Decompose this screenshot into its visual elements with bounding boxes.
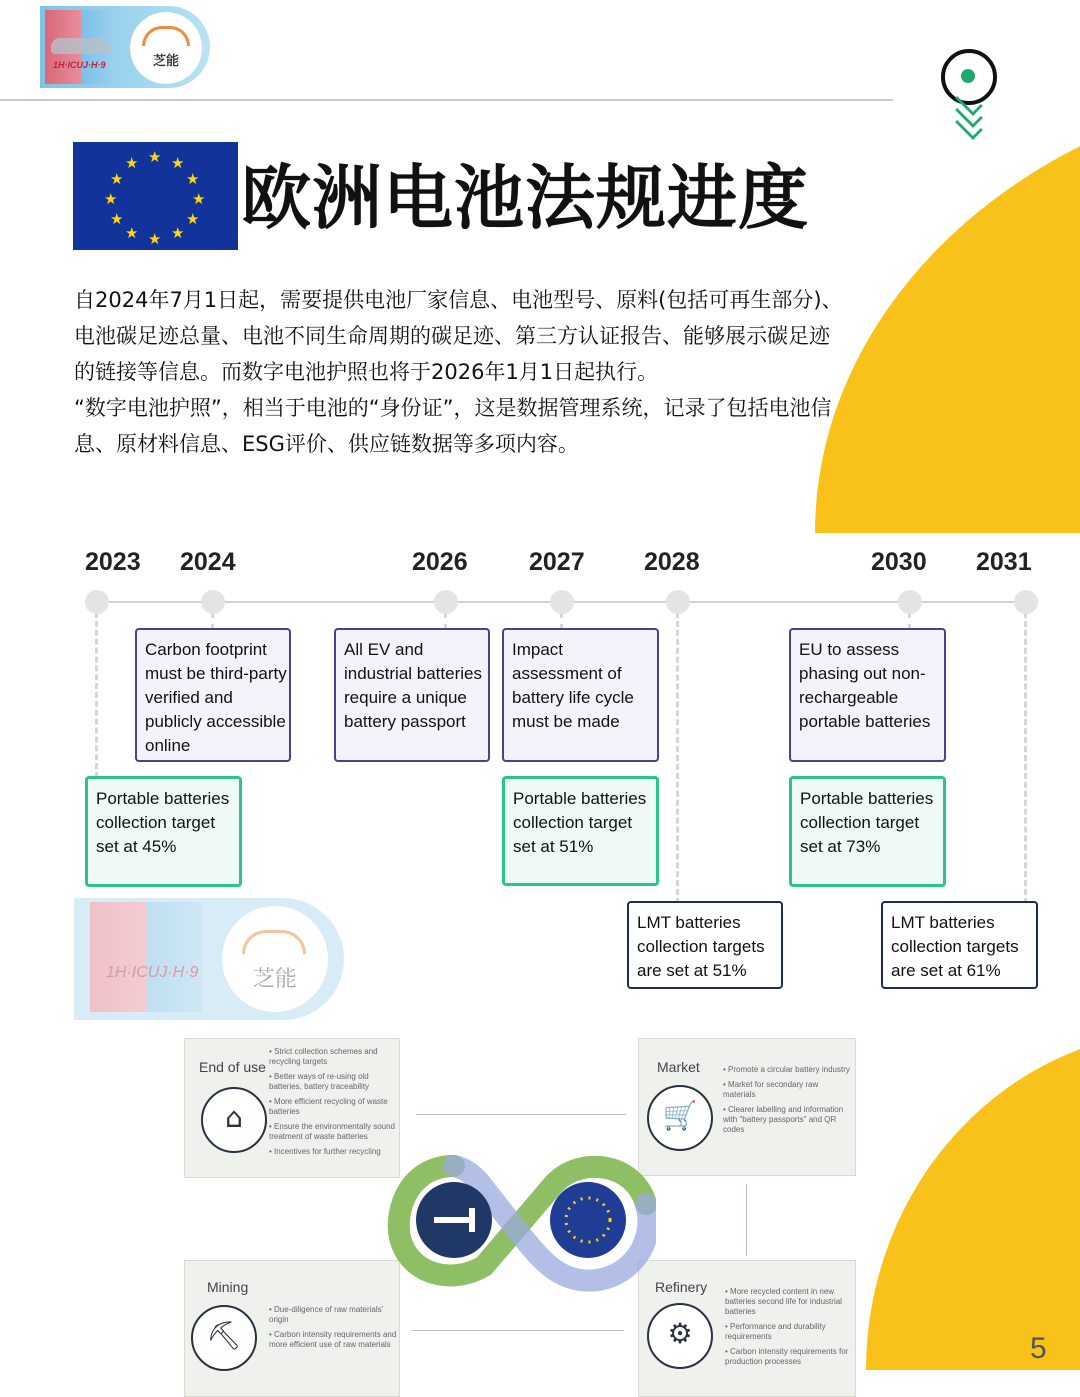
- flow-arrow: [416, 1114, 626, 1115]
- pickaxe-icon: ⛏: [191, 1305, 257, 1371]
- timeline-connector: [676, 612, 679, 904]
- refinery-machine-icon: ⚙: [647, 1303, 713, 1369]
- timeline-dot: [434, 590, 458, 614]
- watermark-zhineng-logo: [222, 906, 328, 1012]
- timeline-year: 2030: [871, 548, 927, 576]
- battery-recycle-icon: ⌂: [201, 1087, 267, 1153]
- car-image: [51, 38, 111, 54]
- intro-paragraph: [74, 282, 944, 462]
- list-item: • Market for secondary raw materials: [723, 1080, 851, 1100]
- lmt-target-card-2031: LMT batteries collection targets are set at 61%: [881, 901, 1038, 989]
- mining-label: Mining: [207, 1279, 249, 1295]
- watermark-logo: [74, 898, 344, 1020]
- list-item: • Carbon intensity requirements for production processes: [725, 1347, 851, 1367]
- intro-line: 息、原材料信息、ESG评价、供应链数据等多项内容。: [74, 432, 579, 456]
- timeline-connector: [1024, 612, 1027, 904]
- market-box: [638, 1038, 856, 1176]
- market-label: Market: [657, 1059, 700, 1075]
- list-item: • Due-diligence of raw materials' origin: [269, 1305, 397, 1325]
- watermark-zhineng-text: 芝能: [252, 967, 297, 992]
- intro-line: 自2024年7月1日起，需要提供电池厂家信息、电池型号、原料(包括可再生部分)、: [74, 288, 843, 312]
- circular-economy-loop-icon: [384, 1148, 656, 1294]
- collection-target-card-2027: Portable batteries collection target set at 51%: [502, 776, 659, 886]
- timeline-year: 2031: [976, 548, 1032, 576]
- timeline-year: 2027: [529, 548, 585, 576]
- zhineng-mark-icon: [242, 930, 306, 954]
- brand-car-logo: [45, 10, 117, 84]
- decorative-yellow-arc-bottom: [866, 1030, 1080, 1370]
- timeline-dot: [201, 590, 225, 614]
- zhineng-logo-text: 芝能: [152, 54, 179, 69]
- list-item: • Promote a circular battery industry: [723, 1065, 851, 1075]
- timeline-card-2030: EU to assess phasing out non-rechargeable portable batteries: [789, 628, 946, 762]
- flow-arrow: [412, 1330, 624, 1331]
- battery-lifecycle-diagram: [168, 1034, 856, 1397]
- page-title: 欧洲电池法规进度: [241, 157, 809, 239]
- timeline-year: 2023: [85, 548, 141, 576]
- header-divider: [0, 99, 893, 101]
- list-item: • Ensure the environmentally sound treatment of waste batteries: [269, 1122, 395, 1142]
- refinery-list: [725, 1287, 851, 1372]
- end-of-use-box: [184, 1038, 400, 1178]
- collection-target-card-2030: Portable batteries collection target set at 73%: [789, 776, 946, 887]
- refinery-label: Refinery: [655, 1279, 708, 1295]
- list-item: • Better ways of re-using old batteries, battery traceability: [269, 1072, 395, 1092]
- intro-line: 的链接等信息。而数字电池护照也将于2026年1月1日起执行。: [74, 360, 659, 384]
- timeline-dot: [85, 590, 109, 614]
- refinery-box: [638, 1260, 856, 1397]
- flow-arrow: [746, 1184, 747, 1256]
- intro-line: “数字电池护照”，相当于电池的“身份证”，这是数据管理系统，记录了包括电池信: [74, 396, 832, 420]
- list-item: • More efficient recycling of waste batteries: [269, 1097, 395, 1117]
- timeline-dot: [666, 590, 690, 614]
- eu-flag-icon: ★ ★ ★ ★ ★ ★ ★ ★ ★ ★ ★ ★: [73, 142, 238, 250]
- list-item: • More recycled content in new batteries second life for industrial batteries: [725, 1287, 851, 1317]
- zhineng-mark-icon: [142, 26, 190, 46]
- end-of-use-list: [269, 1047, 395, 1162]
- end-of-use-label: End of use: [199, 1059, 266, 1075]
- mining-box: [184, 1260, 400, 1397]
- timeline-year: 2028: [644, 548, 700, 576]
- mining-list: [269, 1305, 397, 1355]
- brand-text: 1H·ICUJ·H·9: [53, 60, 106, 70]
- list-item: • Incentives for further recycling: [269, 1147, 395, 1157]
- list-item: • Performance and durability requirements: [725, 1322, 851, 1342]
- list-item: • Strict collection schemes and recycling targets: [269, 1047, 395, 1067]
- timeline-card-2027: Impact assessment of battery life cycle must be made: [502, 628, 659, 762]
- watermark-brand-text: 1H·ICUJ·H·9: [106, 964, 199, 981]
- timeline-card-2024: Carbon footprint must be third-party verified and publicly accessible online: [135, 628, 291, 762]
- page-number: 5: [1030, 1332, 1047, 1365]
- timeline-card-2026: All EV and industrial batteries require a unique battery passport: [334, 628, 490, 762]
- timeline-dot: [550, 590, 574, 614]
- list-item: • Clearer labelling and information with "battery passports" and QR codes: [723, 1105, 851, 1135]
- timeline-dot: [898, 590, 922, 614]
- timeline-dot: [1014, 590, 1038, 614]
- timeline-year: 2026: [412, 548, 468, 576]
- collection-target-card-2023: Portable batteries collection target set at 45%: [85, 776, 242, 887]
- shopping-cart-icon: 🛒: [647, 1085, 713, 1151]
- watermark-car-image: [90, 902, 202, 1012]
- market-list: [723, 1065, 851, 1140]
- intro-line: 电池碳足迹总量、电池不同生命周期的碳足迹、第三方认证报告、能够展示碳足迹: [74, 324, 830, 348]
- pin-center-dot: [961, 69, 975, 83]
- list-item: • Carbon intensity requirements and more efficient use of raw materials: [269, 1330, 397, 1350]
- lmt-target-card-2028: LMT batteries collection targets are set at 51%: [627, 901, 783, 989]
- timeline-connector: [95, 612, 98, 778]
- timeline-year: 2024: [180, 548, 236, 576]
- zhineng-logo: [130, 12, 202, 84]
